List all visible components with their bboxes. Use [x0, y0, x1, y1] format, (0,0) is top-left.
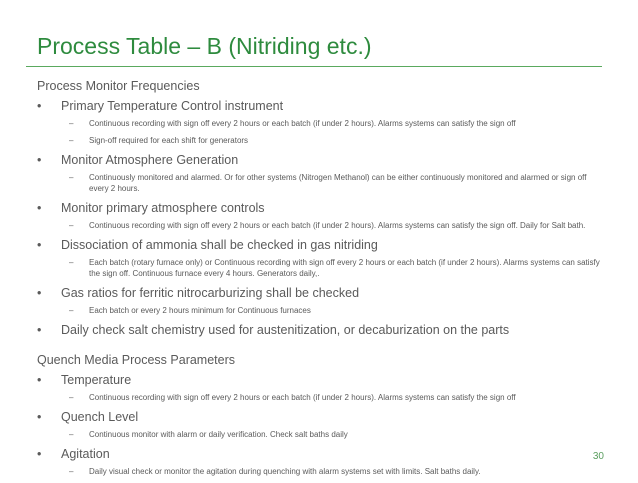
dash-marker: –: [69, 173, 74, 182]
sub-bullet-text: Continuous recording with sign off every 2 hours or each batch (if under 2 hours). Alarms systems can satisfy the sign off: [89, 393, 516, 402]
bullet-item: [37, 409, 602, 425]
bullet-item: [37, 200, 602, 216]
bullet-marker: •: [37, 323, 42, 337]
bullet-text: Daily check salt chemistry used for austenitization, or decaburization on the parts: [61, 323, 510, 337]
sub-bullet-item: [37, 118, 602, 129]
sub-bullet-text: Each batch (rotary furnace only) or Continuous recording with sign off every 2 hours or each batch (if under 2 hours). Alarms systems can satisfy the sign off. Continuous furnace every 4 hours. Generators daily,.: [89, 258, 600, 278]
sub-bullet-text: Continuously monitored and alarmed. Or for other systems (Nitrogen Methanol) can be either continuously monitored and alarmed or sign off every 2 hours.: [89, 173, 587, 193]
sub-bullet-text: Each batch or every 2 hours minimum for Continuous furnaces: [89, 306, 311, 315]
bullet-item: [37, 152, 602, 168]
sub-bullet-text: Sign-off required for each shift for generators: [89, 136, 249, 145]
sub-bullet-item: [37, 466, 602, 477]
bullet-item: [37, 446, 602, 462]
sub-bullet-item: [37, 172, 602, 194]
bullet-item: [37, 98, 602, 114]
bullet-item: [37, 372, 602, 388]
bullet-marker: •: [37, 238, 42, 252]
bullet-marker: •: [37, 447, 42, 461]
bullet-marker: •: [37, 410, 42, 424]
bullet-marker: •: [37, 201, 42, 215]
bullet-text: Quench Level: [61, 410, 139, 424]
section-spacer: [37, 338, 602, 352]
bullet-marker: •: [37, 99, 42, 113]
sub-bullet-text: Continuous recording with sign off every 2 hours or each batch (if under 2 hours). Alarms systems can satisfy the sign off: [89, 119, 516, 128]
dash-marker: –: [69, 136, 74, 145]
bullet-item: [37, 237, 602, 253]
section-heading: Process Monitor Frequencies: [37, 79, 200, 93]
bullet-text: Temperature: [61, 373, 132, 387]
sub-bullet-item: [37, 257, 602, 279]
title-divider: [26, 66, 602, 67]
bullet-marker: •: [37, 373, 42, 387]
dash-marker: –: [69, 306, 74, 315]
sub-bullet-item: [37, 429, 602, 440]
sub-bullet-item: [37, 135, 602, 146]
bullet-item: [37, 285, 602, 301]
sub-bullet-text: Continuous monitor with alarm or daily verification. Check salt baths daily: [89, 430, 348, 439]
dash-marker: –: [69, 467, 74, 476]
bullet-text: Gas ratios for ferritic nitrocarburizing shall be checked: [61, 286, 360, 300]
bullet-text: Monitor Atmosphere Generation: [61, 153, 239, 167]
slide-title: Process Table – B (Nitriding etc.): [37, 33, 372, 59]
bullet-text: Agitation: [61, 447, 110, 461]
bullet-marker: •: [37, 153, 42, 167]
bullet-text: Dissociation of ammonia shall be checked in gas nitriding: [61, 238, 378, 252]
sub-bullet-text: Continuous recording with sign off every 2 hours or each batch (if under 2 hours). Alarms systems can satisfy the sign off. Daily for Salt bath.: [89, 221, 586, 230]
sub-bullet-text: Daily visual check or monitor the agitation during quenching with alarm systems set with limits. Salt baths daily.: [89, 467, 481, 476]
bullet-text: Monitor primary atmosphere controls: [61, 201, 265, 215]
page-number: 30: [592, 451, 604, 462]
bullet-marker: •: [37, 286, 42, 300]
dash-marker: –: [69, 221, 74, 230]
slide-content: [37, 78, 602, 483]
sub-bullet-item: [37, 305, 602, 316]
dash-marker: –: [69, 393, 74, 402]
dash-marker: –: [69, 258, 74, 267]
sub-bullet-item: [37, 392, 602, 403]
dash-marker: –: [69, 430, 74, 439]
bullet-item: [37, 322, 602, 338]
section-heading: Quench Media Process Parameters: [37, 353, 236, 367]
sub-bullet-item: [37, 220, 602, 231]
dash-marker: –: [69, 119, 74, 128]
bullet-text: Primary Temperature Control instrument: [61, 99, 284, 113]
